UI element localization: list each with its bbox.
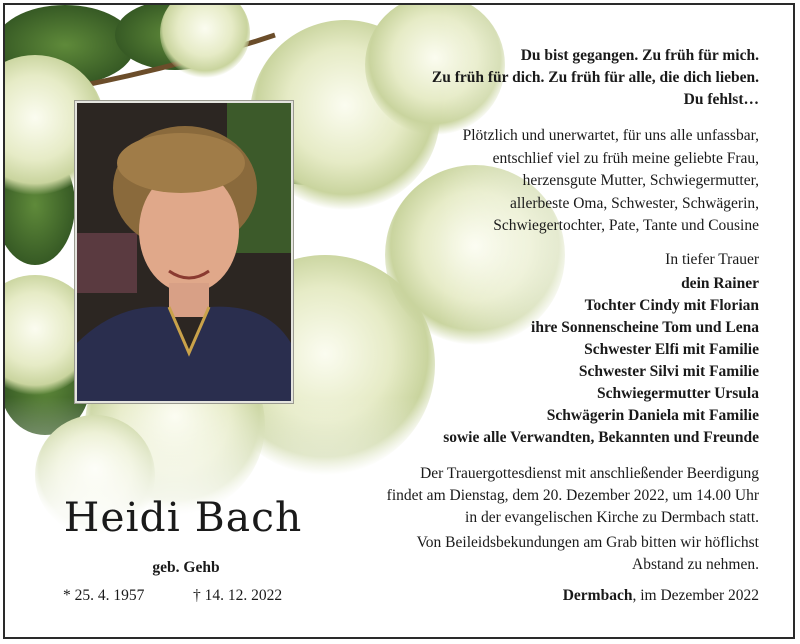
mourner-entry: Schwiegermutter Ursula: [596, 385, 759, 402]
obituary-card: [3, 3, 795, 639]
announcement-text: [463, 125, 759, 238]
announcement-line: allerbeste Oma, Schwester, Schwägerin,: [509, 194, 759, 212]
place-and-date: [563, 585, 759, 607]
mourner-entry: dein Rainer: [681, 275, 759, 292]
mourner-entry: Schwägerin Daniela mit Familie: [546, 407, 759, 424]
service-line: in der evangelischen Kirche zu Dermbach statt.: [465, 509, 759, 526]
condolence-note: [417, 532, 759, 576]
place-date: , im Dezember 2022: [632, 587, 759, 604]
announcement-line: entschlief viel zu früh meine geliebte Frau,: [492, 149, 759, 167]
maiden-name: geb. Gehb: [152, 559, 220, 576]
poem-line: Du bist gegangen. Zu früh für mich.: [520, 47, 759, 64]
funeral-service-info: [387, 463, 759, 529]
mourner-entry: ihre Sonnenscheine Tom und Lena: [531, 319, 759, 336]
announcement-line: herzensgute Mutter, Schwiegermutter,: [522, 172, 759, 189]
service-line: Der Trauergottesdienst mit anschließender Beerdigung: [420, 465, 759, 482]
mourner-entry: sowie alle Verwandten, Bekannten und Freunde: [443, 429, 759, 446]
poem-line: Du fehlst…: [683, 91, 759, 108]
condolence-line: Von Beileidsbekundungen am Grab bitten wir höflichst: [416, 534, 759, 551]
birth-date: * 25. 4. 1957: [63, 587, 145, 604]
condolence-line: Abstand zu nehmen.: [632, 556, 759, 573]
deceased-name: Heidi Bach: [63, 495, 303, 541]
place-town: Dermbach: [562, 587, 633, 604]
announcement-line: Plötzlich und unerwartet, für uns alle unfassbar,: [462, 127, 759, 144]
death-date: † 14. 12. 2022: [193, 587, 283, 604]
portrait-photo: [75, 101, 293, 403]
mourner-entry: Tochter Cindy mit Florian: [584, 297, 759, 314]
poem-text: [432, 45, 759, 111]
poem-line: Zu früh für dich. Zu früh für alle, die dich lieben.: [431, 69, 759, 86]
mourners-list: [443, 273, 759, 449]
mourner-entry: Schwester Elfi mit Familie: [584, 341, 759, 358]
mourning-heading: In tiefer Trauer: [665, 251, 759, 268]
portrait-illustration: [77, 103, 291, 401]
service-line: findet am Dienstag, dem 20. Dezember 2022, um 14.00 Uhr: [386, 487, 759, 504]
announcement-line: Schwiegertochter, Pate, Tante und Cousine: [493, 217, 759, 234]
mourner-entry: Schwester Silvi mit Familie: [578, 363, 759, 380]
